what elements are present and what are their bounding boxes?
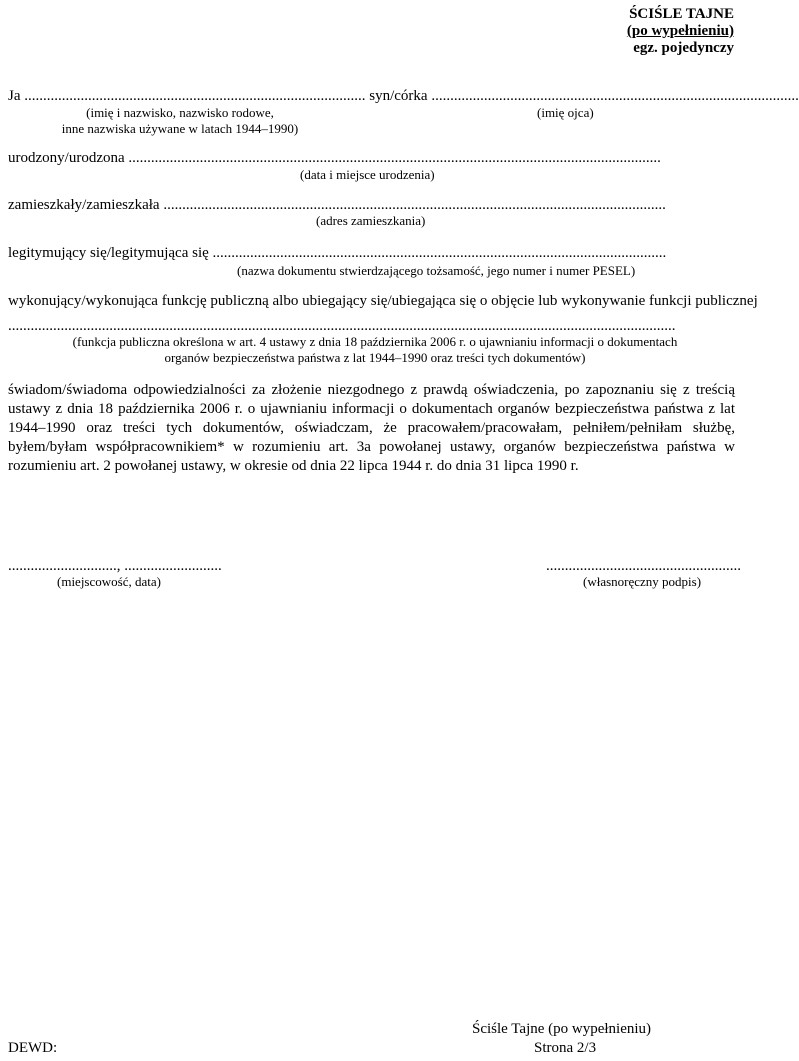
address-hint: (adres zamieszkania) (316, 213, 426, 228)
parent-dots[interactable]: .................................................................................................. (431, 88, 799, 104)
name-hint-line1: (imię i nazwisko, nazwisko rodowe, (86, 105, 274, 120)
name-field-row (8, 88, 799, 105)
id-field-row (8, 245, 728, 262)
after-filled-label: (po wypełnieniu) (626, 23, 734, 39)
address-field-row (8, 197, 736, 214)
name-dots[interactable]: ........................................................................................... (24, 88, 366, 104)
id-hint: (nazwa dokumentu stwierdzającego tożsamość, jego numer i numer PESEL) (237, 263, 636, 278)
address-label: zamieszkały/zamieszkała (8, 197, 160, 213)
classification-label: ŚCIŚLE TAJNE (629, 6, 734, 22)
footer-classification: Ściśle Tajne (po wypełnieniu) (472, 1021, 652, 1037)
birth-dots[interactable]: .............................................................................................................................................. (128, 150, 661, 166)
function-hint (50, 334, 700, 366)
name-label: Ja (8, 88, 21, 104)
classification-header (627, 6, 734, 57)
copy-label: egz. pojedynczy (633, 40, 734, 56)
place-date-dots[interactable]: ............................., .......................... (8, 558, 222, 574)
name-hint-line2: inne nazwiska używane w latach 1944–1990) (61, 121, 299, 136)
father-hint: (imię ojca) (537, 105, 594, 120)
id-label: legitymujący się/legitymująca się (8, 245, 209, 261)
function-text: wykonujący/wykonująca funkcję publiczną albo ubiegający się/ubiegająca się o objęcie lub wykonywanie funkcji publicznej (8, 293, 758, 309)
footer-dewd: DEWD: (8, 1040, 58, 1056)
parent-label: syn/córka (369, 88, 428, 104)
signature-hint: (własnoręczny podpis) (583, 574, 702, 589)
function-dots[interactable]: .................................................................................................................................................................................. (8, 318, 676, 334)
name-hint (30, 105, 330, 137)
footer-page-number: Strona 2/3 (534, 1040, 597, 1056)
function-hint-line2: organów bezpieczeństwa państwa z lat 1944–1990 oraz treści tych dokumentów) (164, 350, 586, 365)
birth-field-row (8, 150, 736, 167)
address-dots[interactable]: ...................................................................................................................................... (163, 197, 666, 213)
declaration-paragraph: świadom/świadoma odpowiedzialności za złożenie niezgodnego z prawdą oświadczenia, po zapoznaniu się z treścią ustawy z dnia 18 października 2006 r. o ujawnianiu informacji o dokumentach organów bezpieczeństwa państwa z lat 1944–1990 oraz treści tych dokumentów, oświadczam, że pracowałem/pracowałam, pełniłem/pełniłam służbę, byłem/byłam współpracownikiem* w rozumieniu art. 3a powołanej ustawy, organów bezpieczeństwa państwa w rozumieniu art. 2 powołanej ustawy, w okresie od dnia 22 lipca 1944 r. do dnia 31 lipca 1990 r. (8, 382, 735, 474)
birth-hint: (data i miejsce urodzenia) (300, 167, 435, 182)
signature-dots[interactable]: .................................................... (546, 558, 741, 574)
id-dots[interactable]: ......................................................................................................................... (212, 245, 667, 261)
function-hint-line1: (funkcja publiczna określona w art. 4 ustawy z dnia 18 października 2006 r. o ujawnianiu informacji o dokumentach (72, 334, 678, 349)
place-date-hint: (miejscowość, data) (57, 574, 161, 589)
birth-label: urodzony/urodzona (8, 150, 125, 166)
